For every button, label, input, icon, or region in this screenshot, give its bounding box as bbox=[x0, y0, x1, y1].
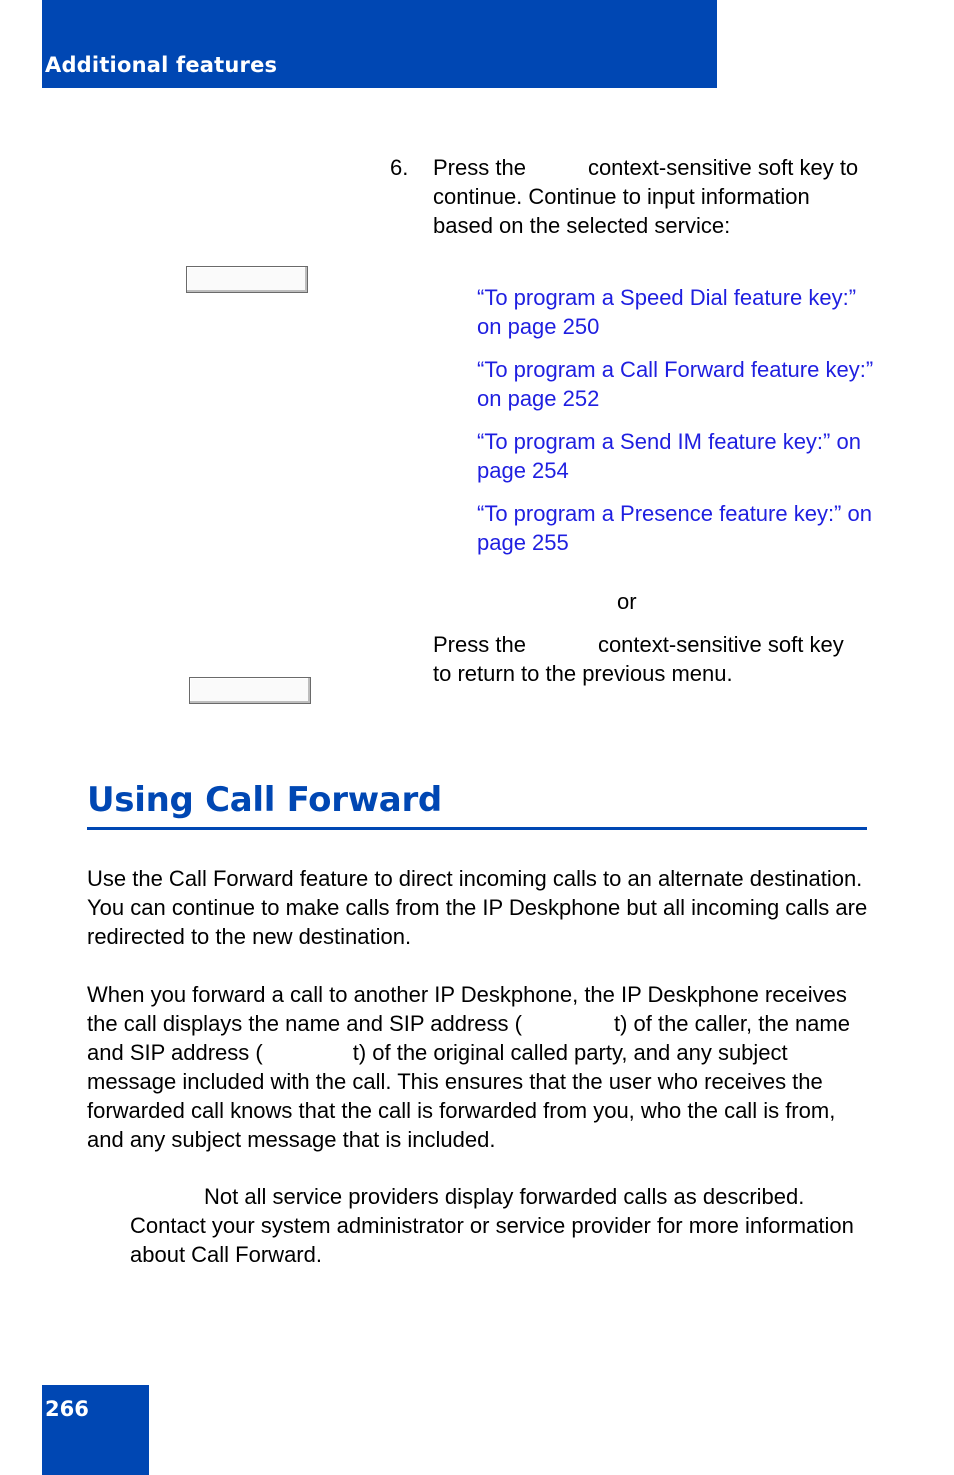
para2-part-c: t) of the original called party, and any subject message included with the call. This ensures that the user who receives the forwarded call knows that the call is forwarded from you, who the call is from, and any subject message that is included. bbox=[87, 1040, 836, 1152]
paragraph-1: Use the Call Forward feature to direct incoming calls to an alternate destination. You can continue to make calls from the IP Deskphone but all incoming calls are redirected to the new destination. bbox=[87, 866, 868, 949]
next-softkey-image bbox=[186, 266, 308, 293]
page-number: 266 bbox=[45, 1397, 89, 1421]
step-number: 6. bbox=[390, 155, 409, 180]
note-text bbox=[130, 1182, 870, 1269]
link-send-im[interactable]: “To program a Send IM feature key:” on page 254 bbox=[477, 429, 861, 483]
note-body: Not all service providers display forwarded calls as described. Contact your system administrator or service provider for more information about Call Forward. bbox=[130, 1184, 854, 1267]
step-rest: context-sensitive soft key to continue. Continue to input information based on the selected service: bbox=[433, 155, 859, 238]
section-rule bbox=[87, 827, 867, 830]
step-press-the: Press the bbox=[433, 155, 526, 180]
section-title: Using Call Forward bbox=[87, 780, 442, 820]
link-speed-dial[interactable]: “To program a Speed Dial feature key:” on page 250 bbox=[477, 285, 857, 339]
or-separator: or bbox=[617, 589, 637, 614]
paragraph-2 bbox=[87, 980, 877, 1154]
alt-press-the: Press the bbox=[433, 632, 526, 657]
alt-step-text bbox=[433, 630, 853, 688]
running-header-title: Additional features bbox=[45, 53, 278, 77]
para2-part-a: When you forward a call to another IP Deskphone, the IP Deskphone receives the call displays the name and SIP address ( bbox=[87, 982, 847, 1036]
step-6-text bbox=[433, 153, 873, 240]
back-softkey-image bbox=[189, 677, 311, 704]
link-call-forward[interactable]: “To program a Call Forward feature key:” on page 252 bbox=[477, 357, 874, 411]
link-presence[interactable]: “To program a Presence feature key:” on page 255 bbox=[477, 501, 872, 555]
alt-rest: context-sensitive soft key to return to the previous menu. bbox=[433, 632, 844, 686]
para2-part-b: t) of the caller, the name and SIP address ( bbox=[87, 1011, 850, 1065]
